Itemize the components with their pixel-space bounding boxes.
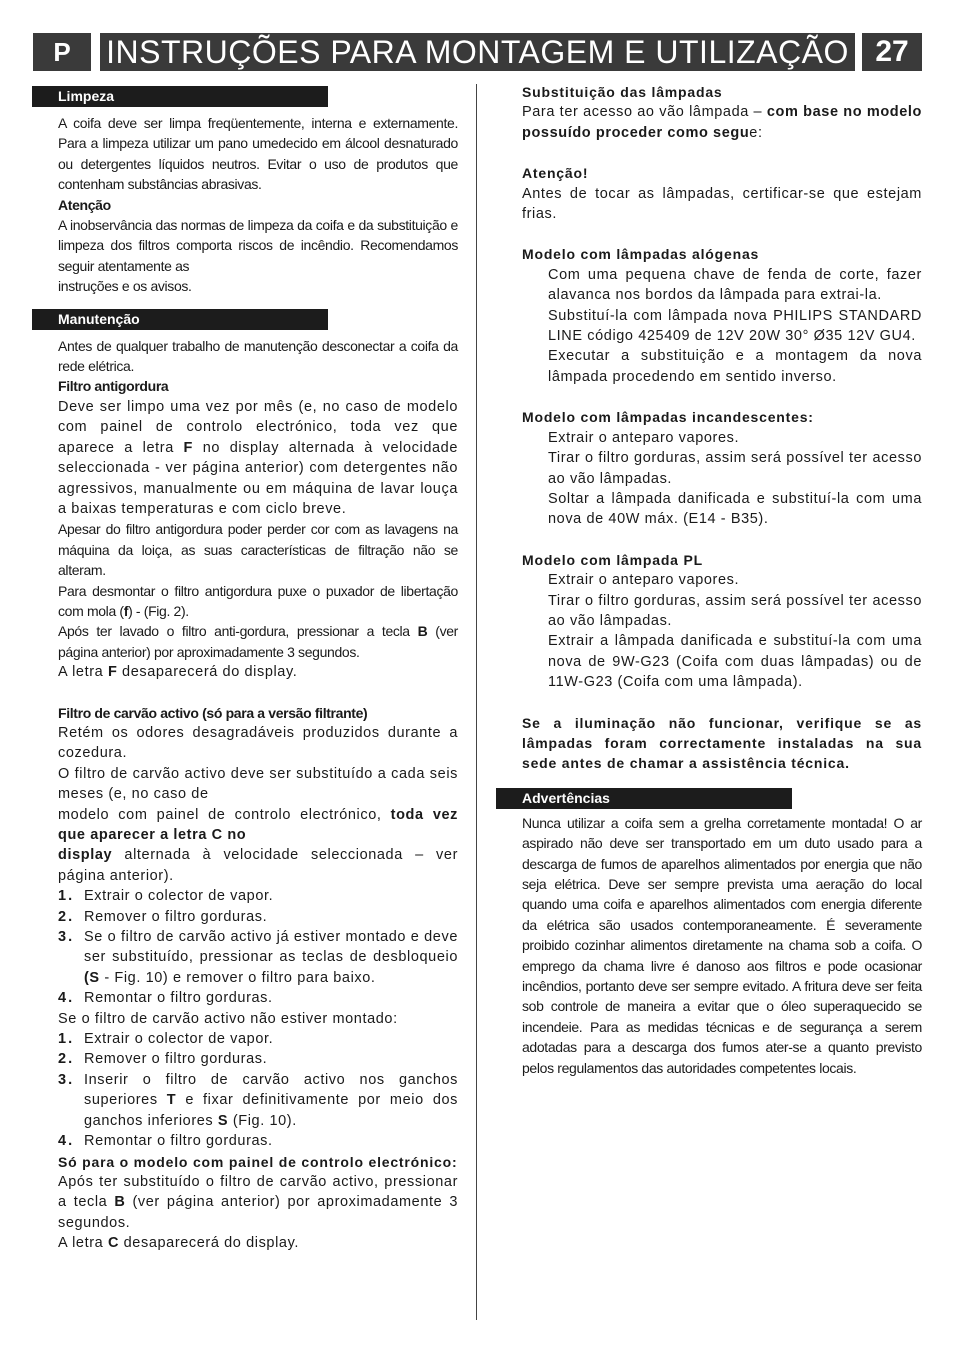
list-item: 3. Inserir o filtro de carvão activo nos ganchos superiores T e fixar definitivamente por meio dos ganchos inferiores S (Fig. 10). xyxy=(58,1071,458,1129)
incandescentes-step-2: Tirar o filtro gorduras, assim será possível ter acesso ao vão lâmpadas. xyxy=(548,450,922,487)
filtro-carvao-p5: Se o filtro de carvão activo não estiver montado: xyxy=(58,1010,398,1027)
filtro-carvao-title: Filtro de carvão activo (só para a versão filtrante) xyxy=(58,704,368,721)
page-number: 27 xyxy=(862,33,922,71)
filtro-antigordura-p1: Deve ser limpo uma vez por mês (e, no caso de modelo com painel de controlo electrónico, toda vez que aparece a letra F no display alternada à velocidade seleccionada - ver página anterior) com detergentes não agressivos, manualmente ou em máquina de lavar louça a baixas temperaturas e com ciclo breve. xyxy=(58,398,458,517)
lampadas-atencao: Atenção! xyxy=(522,165,589,182)
filtro-carvao-p4: display alternada à velocidade seleccionada – ver página anterior). xyxy=(58,847,458,884)
language-badge: P xyxy=(33,33,91,71)
list-item: 2. Remover o filtro gorduras. xyxy=(58,908,268,925)
pl-step-2: Tirar o filtro gorduras, assim será possível ter acesso ao vão lâmpadas. xyxy=(548,592,922,629)
lampadas-title: Substituição das lâmpadas xyxy=(522,84,723,100)
manutencao-intro: Antes de qualquer trabalho de manutenção desconectar a coifa da rede elétrica. xyxy=(58,337,458,375)
carvao-mount-list xyxy=(58,1029,458,1151)
filtro-antigordura-p2: Apesar do filtro antigordura poder perder cor com as lavagens na máquina da loiça, as suas características de filtração não se alteram. xyxy=(58,521,458,579)
limpeza-warning: A inobservância das normas de limpeza da coifa e da substituição e limpeza dos filtros comporta riscos de incêndio. Recomendamos seguir atentamente as xyxy=(58,217,458,274)
lampadas-warning: Se a iluminação não funcionar, verifique se as lâmpadas foram correctamente instaladas na sua sede antes de chamar a assistência técnica. xyxy=(522,714,922,772)
incandescentes-step-1: Extrair o anteparo vapores. xyxy=(548,429,740,446)
advertencias-text: Nunca utilizar a coifa sem a grelha corretamente montada! O ar aspirado não deve ser transportado em um duto usado para a descarga de fumos de aparelhos alimentados por energia que não seja elétrica. Deve ser sempre prevista uma aeração do local quando uma coifa e aparelhos alimentados com energia diferente da elétrica são usados contemporaneamente. É severamente proibido cozinhar alimentos diretamente na chama sob a coifa. O emprego da chama livre é danoso aos filtros e pode ocasionar incêndios, portanto deve ser sempre evitado. A fritura deve ser feita sob controle de maneira a evitar que o óleo superaquecido se incendeie. Para as medidas técnicas e de segurança a serem adotadas para a descarga dos fumos ater-se a quanto previsto pelos regulamentos das autoridades competentes locais. xyxy=(522,814,922,1076)
page-title: INSTRUÇÕES PARA MONTAGEM E UTILIZAÇÃO xyxy=(100,33,855,71)
lampadas-intro: Para ter acesso ao vão lâmpada – com base no modelo possuído proceder como segue: xyxy=(522,104,922,141)
list-item: 2. Remover o filtro gorduras. xyxy=(58,1051,268,1068)
section-heading-limpeza: Limpeza xyxy=(32,86,328,107)
filtro-antigordura-p4: Após ter lavado o filtro anti-gordura, pressionar a tecla B (ver página anterior) por aproximadamente 3 segundos. xyxy=(58,623,458,660)
list-item: 1. Extrair o colector de vapor. xyxy=(58,1031,274,1048)
section-heading-advertencias: Advertências xyxy=(496,788,792,809)
alogenas-step-2: Substituí-la com lâmpada nova PHILIPS STANDARD LINE código 425409 de 12V 20W 30° Ø35 12V GU4. xyxy=(548,307,922,345)
limpeza-paragraph: A coifa deve ser limpa freqüentemente, interna e externamente. Para a limpeza utilizar um pano umedecido em álcool desnaturado ou detergentes líquidos neutros. Evitar o uso de produtos que contenham substâncias abrasivas. xyxy=(58,115,458,193)
list-item: 4. Remontar o filtro gorduras. xyxy=(58,1133,273,1150)
carvao-steps-list xyxy=(58,886,458,1008)
alogenas-step-1: Com uma pequena chave de fenda de corte, fazer alavanca nos bordos da lâmpada para extrai-la. xyxy=(548,266,922,304)
section-heading-manutencao: Manutenção xyxy=(32,309,328,330)
incandescentes-step-3: Soltar a lâmpada danificada e substituí-la com uma nova de 40W máx. (E14 - B35). xyxy=(548,490,922,528)
painel-only-title: Só para o modelo com painel de controlo electrónico: xyxy=(58,1153,458,1170)
filtro-antigordura-p5: A letra F desaparecerá do display. xyxy=(58,664,298,681)
incandescentes-title: Modelo com lâmpadas incandescentes: xyxy=(522,409,814,426)
limpeza-atencao: Atenção xyxy=(58,196,111,213)
limpeza-warning-end: instruções e os avisos. xyxy=(58,278,192,295)
filtro-carvao-p1: Retém os odores desagradáveis produzidos durante a cozedura. xyxy=(58,724,458,762)
column-divider xyxy=(476,84,477,1320)
filtro-carvao-p8: A letra C desaparecerá do display. xyxy=(58,1235,299,1252)
list-item: 1. Extrair o colector de vapor. xyxy=(58,888,274,905)
lampadas-atencao-text: Antes de tocar as lâmpadas, certificar-se que estejam frias. xyxy=(522,185,922,223)
right-column xyxy=(522,82,922,1078)
alogenas-step-3: Executar a substituição e a montagem da nova lâmpada procedendo em sentido inverso. xyxy=(548,348,922,385)
left-column xyxy=(58,86,458,1254)
list-item: 3. Se o filtro de carvão activo já estiver montado e deve ser substituído, pressionar as teclas de desbloqueio (S - Fig. 10) e remover o filtro para baixo. xyxy=(58,929,458,986)
pl-step-1: Extrair o anteparo vapores. xyxy=(548,572,740,589)
pl-step-3: Extrair a lâmpada danificada e substituí-la com uma nova de 9W-G23 (Coifa com duas lâmpadas) ou de 11W-G23 (Coifa com uma lâmpada). xyxy=(548,633,922,691)
filtro-carvao-p2: O filtro de carvão activo deve ser substituído a cada seis meses (e, no caso de xyxy=(58,765,458,803)
list-item: 4. Remontar o filtro gorduras. xyxy=(58,990,273,1007)
alogenas-title: Modelo com lâmpadas alógenas xyxy=(522,246,760,263)
pl-title: Modelo com lâmpada PL xyxy=(522,551,703,568)
filtro-antigordura-p3: Para desmontar o filtro antigordura puxe o puxador de libertação com mola (f) - (Fig. 2). xyxy=(58,582,458,619)
filtro-carvao-p7: Após ter substituído o filtro de carvão activo, pressionar a tecla B (ver página anterior) por aproximadamente 3 segundos. xyxy=(58,1173,458,1231)
filtro-carvao-p3: modelo com painel de controlo electrónico, toda vez que aparecer a letra C no xyxy=(58,806,458,843)
filtro-antigordura-title: Filtro antigordura xyxy=(58,378,169,395)
